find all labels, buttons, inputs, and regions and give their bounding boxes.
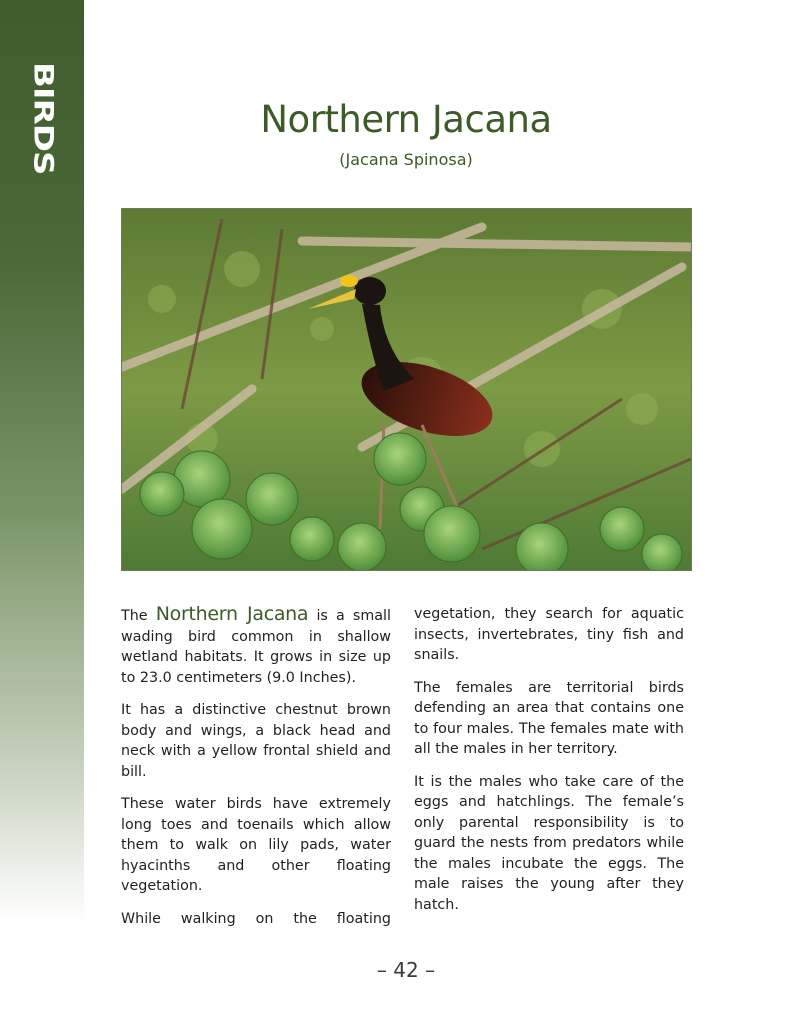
page-number: – 42 –: [376, 958, 436, 982]
scientific-name: (Jacana Spinosa): [339, 150, 473, 169]
paragraph-feeding: vegetation, they search for aquatic insects, invertebrates, tiny fish and snails.: [414, 606, 684, 663]
section-label: BIRDS: [27, 62, 59, 175]
paragraph-appearance: It has a distinctive chestnut brown body and wings, a black head and neck with a yellow frontal shield and bill.: [121, 702, 391, 780]
intro-text: is a small wading bird common in shallow wetland habitats. It grows in size up to 23.0 centimeters (9.0 Inches).: [121, 608, 392, 686]
page-title: Northern Jacana: [260, 98, 552, 141]
paragraph-females: The females are territorial birds defending an area that contains one to four males. The females mate with all the males in her territory.: [414, 679, 684, 757]
paragraph-males: It is the males who take care of the eggs and hatchlings. The female’s only parental responsibility is to guard the nests from predators while the males incubate the eggs. The male raises the young after they hatch.: [414, 773, 684, 913]
bird-name-highlight: Northern Jacana: [155, 603, 309, 625]
intro-prefix: The: [121, 608, 148, 624]
bird-photo: [121, 208, 692, 571]
paragraph-intro: [121, 604, 391, 688]
text-column-right: [414, 604, 684, 927]
text-column-left: [121, 604, 391, 941]
section-side-band: [0, 0, 84, 1024]
paragraph-walking: While walking on the floating: [121, 910, 391, 927]
paragraph-toes: These water birds have extremely long toes and toenails which allow them to walk on lily pads, water hyacinths and other floating vegetation.: [121, 796, 391, 894]
